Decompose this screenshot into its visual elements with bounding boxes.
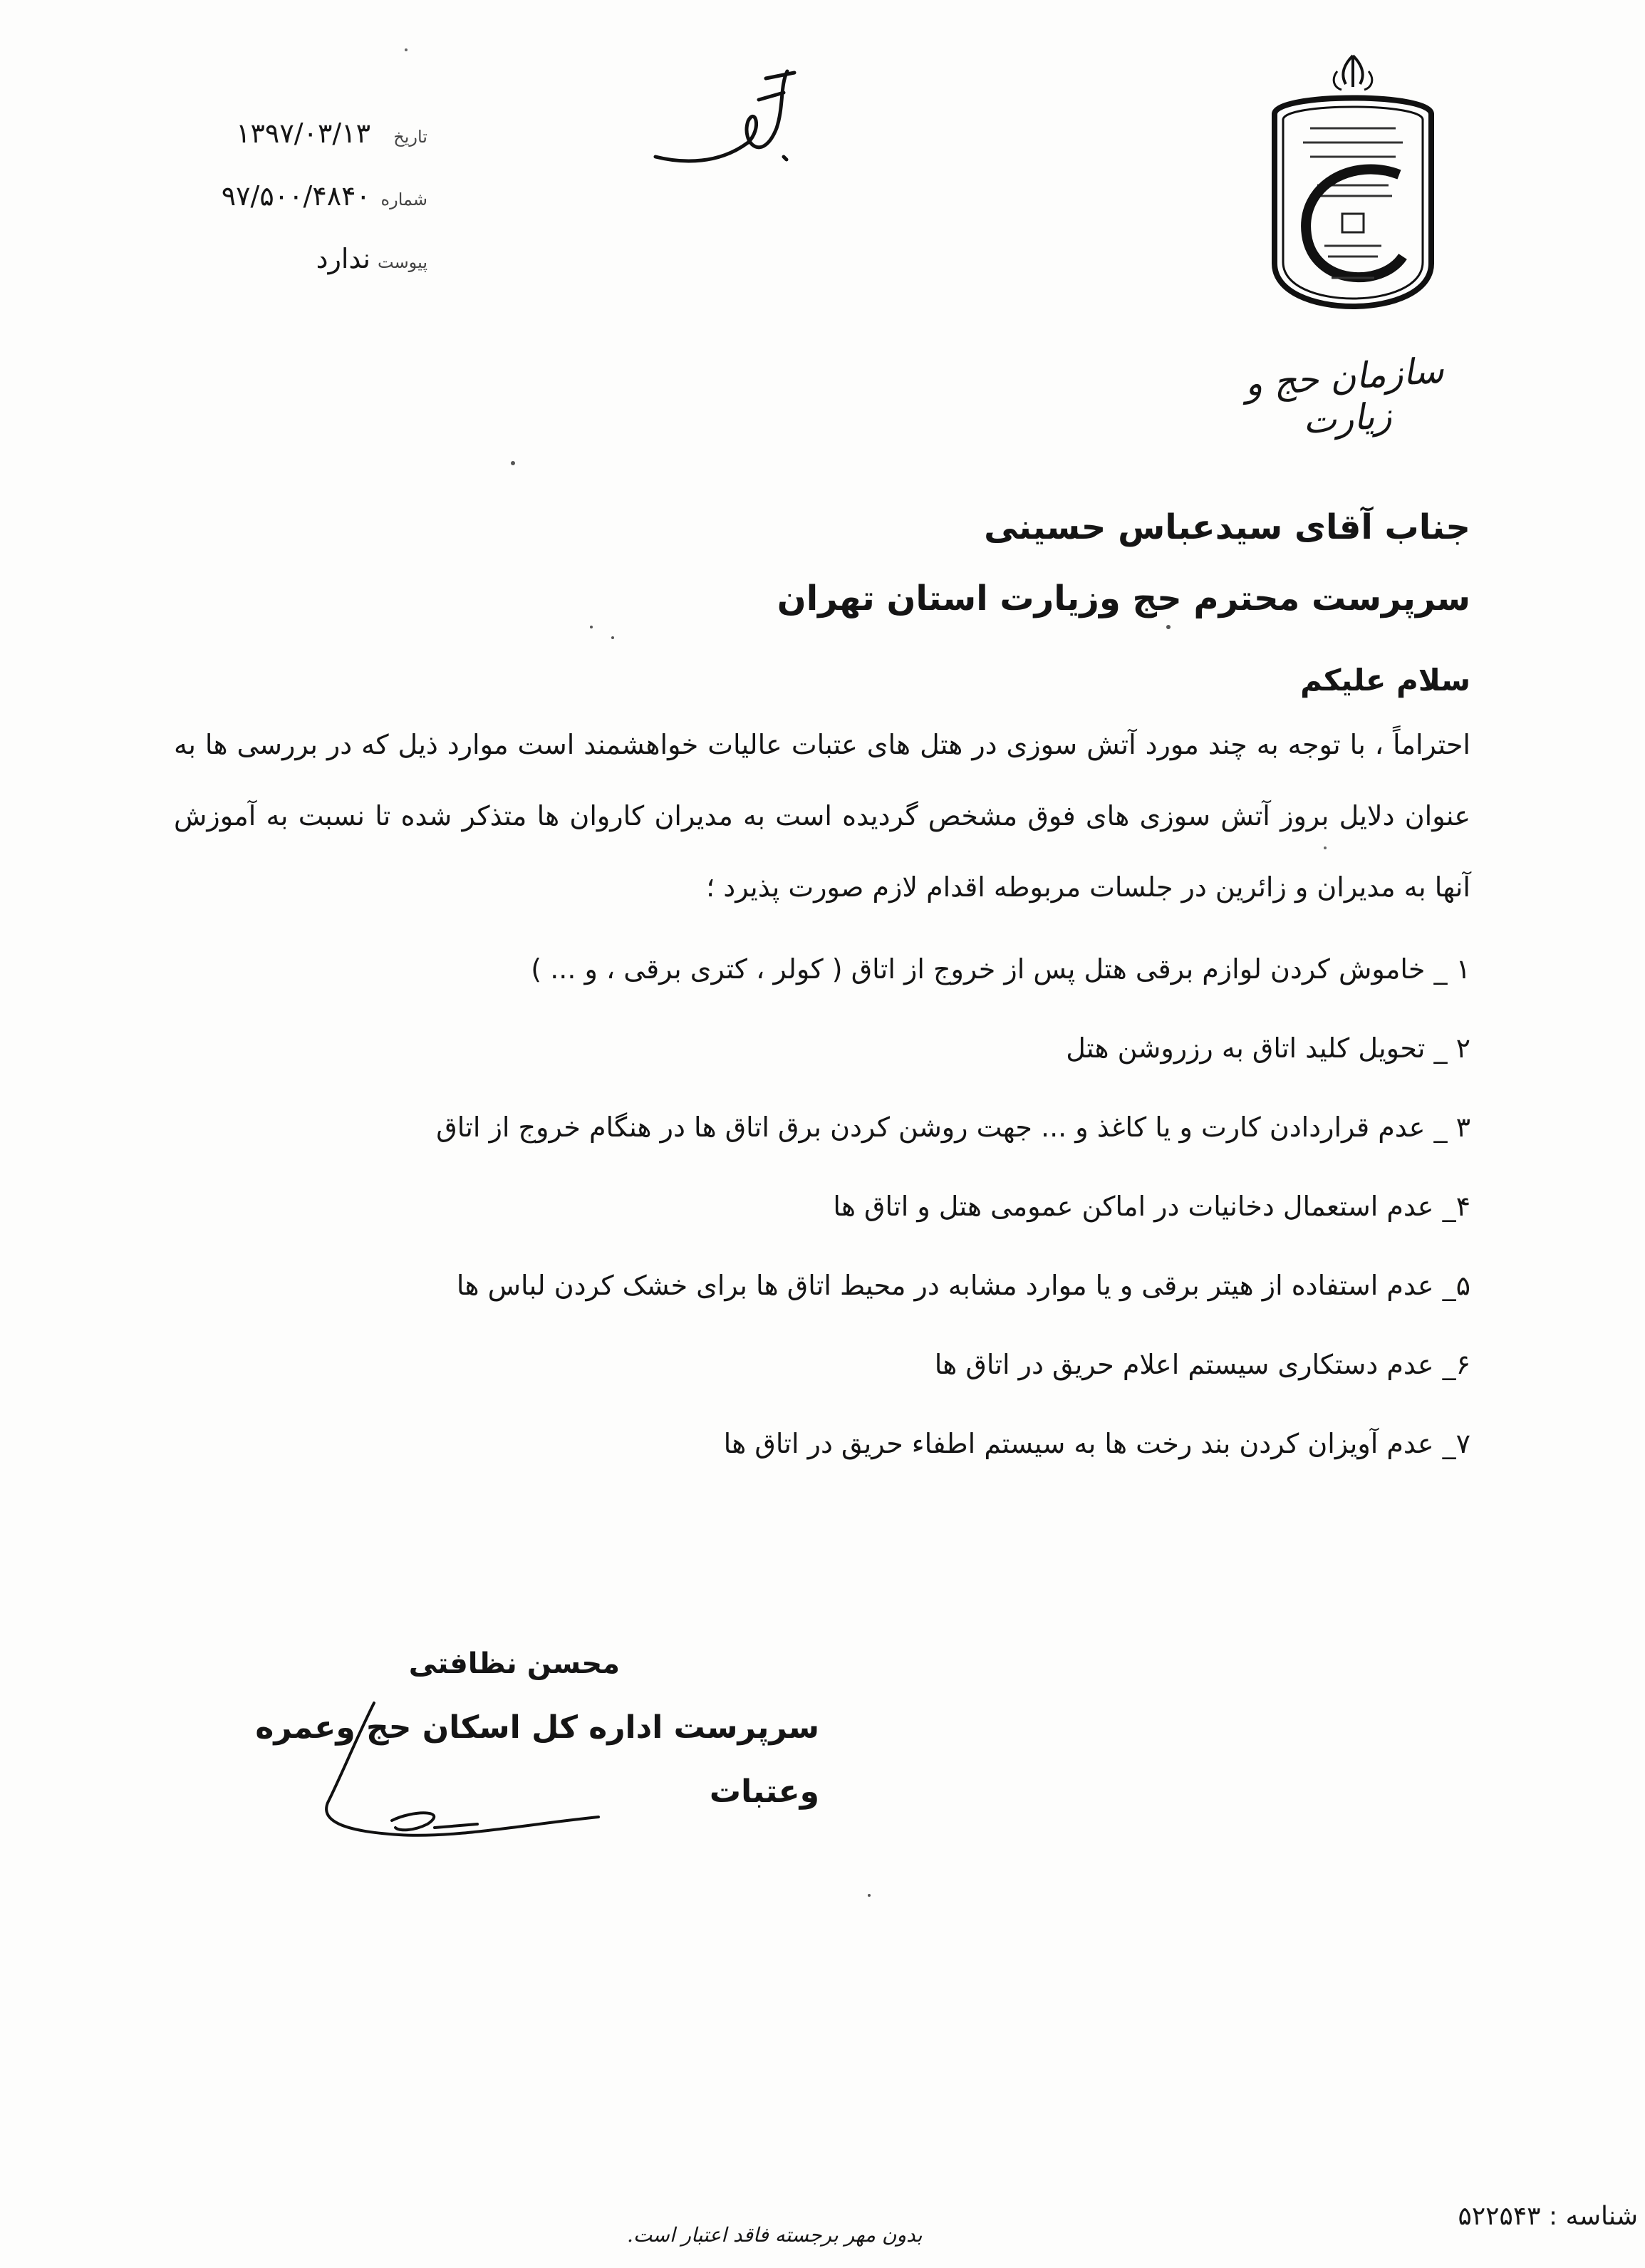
letter-meta: [171, 118, 427, 306]
document-id-label: شناسه :: [1548, 2202, 1638, 2231]
signer-title: سرپرست اداره کل اسکان حج وعمره وعتبات: [255, 1709, 819, 1810]
recipient-name: جناب آقای سیدعباس حسینی: [984, 507, 1470, 547]
list-item: ۲ _ تحویل کلید اتاق به رزروشن هتل: [1066, 1032, 1470, 1064]
recipient-title: سرپرست محترم حج وزیارت استان تهران: [777, 579, 1470, 618]
validity-note: بدون مهر برجسته فاقد اعتبار است.: [627, 2223, 923, 2247]
letter-body: [174, 652, 1470, 1483]
attachment-label: پیوست: [378, 252, 427, 272]
meta-number-row: [171, 180, 427, 243]
list-item: ۳ _ عدم قراردادن کارت و یا کاغذ و ... جهت روشن کردن برق اتاق ها در هنگام خروج از اتاق: [436, 1112, 1470, 1143]
date-label: تاریخ: [393, 127, 427, 147]
number-value: ۹۷/۵۰۰/۴۸۴۰: [221, 180, 370, 212]
list-item: ۴_ عدم استعمال دخانیات در اماکن عمومی هتل و اتاق ها: [833, 1191, 1470, 1222]
date-value: ۱۳۹۷/۰۳/۱۳: [236, 118, 370, 149]
signer-name: محسن نظافتی: [408, 1647, 620, 1680]
number-label: شماره: [380, 190, 427, 209]
list-item: ۵_ عدم استفاده از هیتر برقی و یا موارد مشابه در محیط اتاق ها برای خشک کردن لباس ها: [456, 1270, 1470, 1301]
list-item: ۷_ عدم آویزان کردن بند رخت ها به سیستم اطفاء حریق در اتاق ها: [723, 1428, 1470, 1459]
attachment-value: ندارد: [316, 243, 370, 274]
ministry-emblem: [1246, 50, 1460, 349]
instruction-list: [174, 930, 1470, 1483]
meta-attachment-row: [171, 243, 427, 306]
document-id: [1458, 2202, 1638, 2231]
salutation: سلام علیکم: [1300, 663, 1470, 698]
list-item: ۶_ عدم دستکاری سیستم اعلام حریق در اتاق ها: [934, 1349, 1470, 1380]
handwritten-note-icon: [641, 57, 812, 178]
handwritten-signature-icon: [313, 1696, 627, 1867]
body-paragraph: احتراماً ، با توجه به چند مورد آتش سوزی در هتل های عتبات عالیات خواهشمند است موارد ذیل که در بررسی ها به عنوان دلایل بروز آتش سوزی های فوق مشخص گردیده است به مدیران کاروان ها متذکر شده تا نسبت به آموزش آنها به مدیران و زائرین در جلسات مربوطه اقدام لازم صورت پذیرد ؛: [174, 729, 1470, 903]
meta-date-row: [171, 118, 427, 180]
emblem-seal-icon: [1246, 50, 1460, 349]
document-id-value: ۵۲۲۵۴۳: [1458, 2202, 1541, 2231]
organization-name: سازمان حج و زیارت: [1243, 349, 1446, 442]
list-item: ۱ _ خاموش کردن لوازم برقی هتل پس از خروج از اتاق ( کولر ، کتری برقی ، و ... ): [531, 953, 1470, 985]
recipient-block: [331, 492, 1470, 634]
